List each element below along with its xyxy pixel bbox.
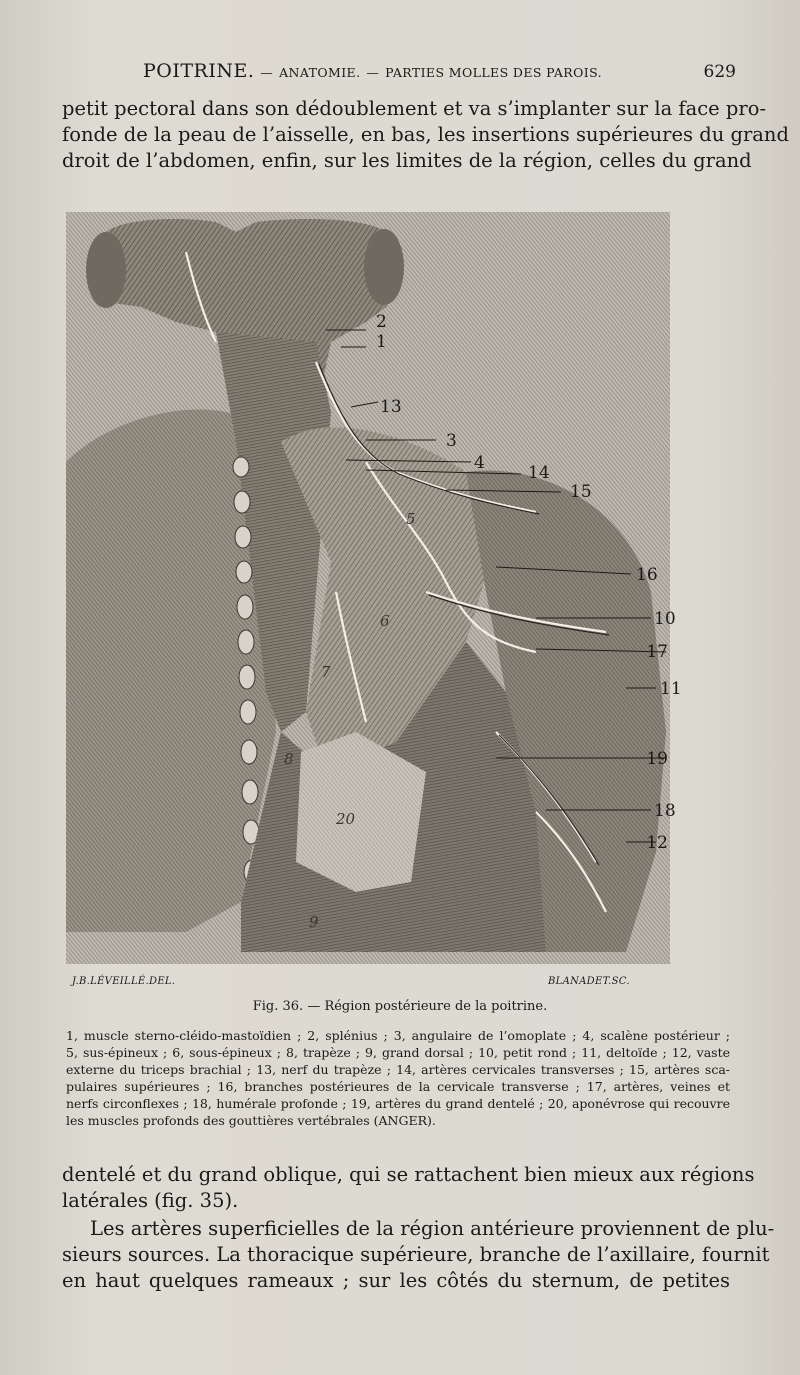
figure-label: 18 [654, 801, 676, 821]
legend-line: 5, sus-épineux ; 6, sous-épineux ; 8, trapèze ; 9, grand dorsal ; 10, petit rond ; 11, deltoïde ; 12, vaste [66, 1045, 730, 1060]
text-line: Les artères superficielles de la région antérieure proviennent de plu- [90, 1217, 775, 1240]
legend-line: externe du triceps brachial ; 13, nerf du trapèze ; 14, artères cervicales transverses ; 15, artères sca- [66, 1062, 730, 1077]
header-dash: — [366, 65, 380, 80]
header-subpart: PARTIES MOLLES DES PAROIS. [385, 65, 602, 80]
figure-label: 19 [646, 749, 668, 769]
header-title [143, 60, 602, 82]
figure-label: 12 [646, 833, 668, 853]
figure-label: 16 [636, 565, 658, 585]
figure-label: 5 [406, 510, 416, 528]
legend-line: les muscles profonds des gouttières vertébrales (ANGER). [66, 1113, 436, 1128]
page-number: 629 [703, 62, 736, 82]
text-line: fonde de la peau de l’aisselle, en bas, les insertions supérieures du grand [62, 123, 789, 146]
figure-caption: Fig. 36. — Région postérieure de la poitrine. [252, 999, 548, 1014]
figure-label: 7 [321, 663, 331, 681]
top-paragraph [62, 96, 789, 174]
engraving-illustration [66, 212, 682, 972]
figure-label: 13 [380, 397, 402, 417]
legend-line: pulaires supérieures ; 16, branches postérieures de la cervicale transverse ; 17, artères, veines et [66, 1079, 730, 1094]
figure-label: 8 [284, 750, 294, 768]
engraving-credit-artist: J.B.LÉVEILLÉ.DEL. [72, 976, 176, 987]
text-line: latérales (fig. 35). [62, 1189, 239, 1212]
header-dash: — [260, 65, 274, 80]
figure-label: 15 [570, 482, 592, 502]
header-part: ANATOMIE. [279, 65, 361, 80]
figure-label: 1 [376, 332, 387, 352]
figure-label: 10 [654, 609, 676, 629]
figure-legend [66, 1027, 730, 1129]
legend-line: nerfs circonflexes ; 18, humérale profonde ; 19, artères du grand dentelé ; 20, aponévrose qui recouvre [66, 1096, 730, 1111]
header-section: POITRINE. [143, 60, 255, 82]
legend-line: 1, muscle sterno-cléido-mastoïdien ; 2, splénius ; 3, angulaire de l’omoplate ; 4, scalène postérieur ; [66, 1028, 730, 1043]
figure-label: 14 [528, 463, 550, 483]
figure-label: 9 [309, 913, 319, 931]
text-line: petit pectoral dans son dédoublement et va s’implanter sur la face pro- [62, 97, 767, 120]
figure-label: 11 [660, 679, 682, 699]
text-line: sieurs sources. La thoracique supérieure, branche de l’axillaire, fournit [62, 1243, 770, 1266]
running-header [143, 60, 736, 88]
figure-label: 20 [336, 810, 356, 828]
figure-label: 17 [646, 642, 668, 662]
text-line: en haut quelques rameaux ; sur les côtés du sternum, de petites [62, 1269, 730, 1292]
anatomical-engraving [66, 212, 682, 972]
engraving-credit-engraver: BLANADET.SC. [548, 976, 630, 987]
figure-label: 4 [474, 453, 485, 473]
bottom-paragraph [62, 1162, 755, 1214]
text-line: dentelé et du grand oblique, qui se rattachent bien mieux aux régions [62, 1163, 755, 1186]
text-line: droit de l’abdomen, enfin, sur les limites de la région, celles du grand [62, 149, 752, 172]
figure-label: 3 [446, 431, 457, 451]
figure-label: 6 [380, 612, 390, 630]
figure-label: 2 [376, 312, 387, 332]
bottom-paragraph-2 [62, 1216, 775, 1294]
